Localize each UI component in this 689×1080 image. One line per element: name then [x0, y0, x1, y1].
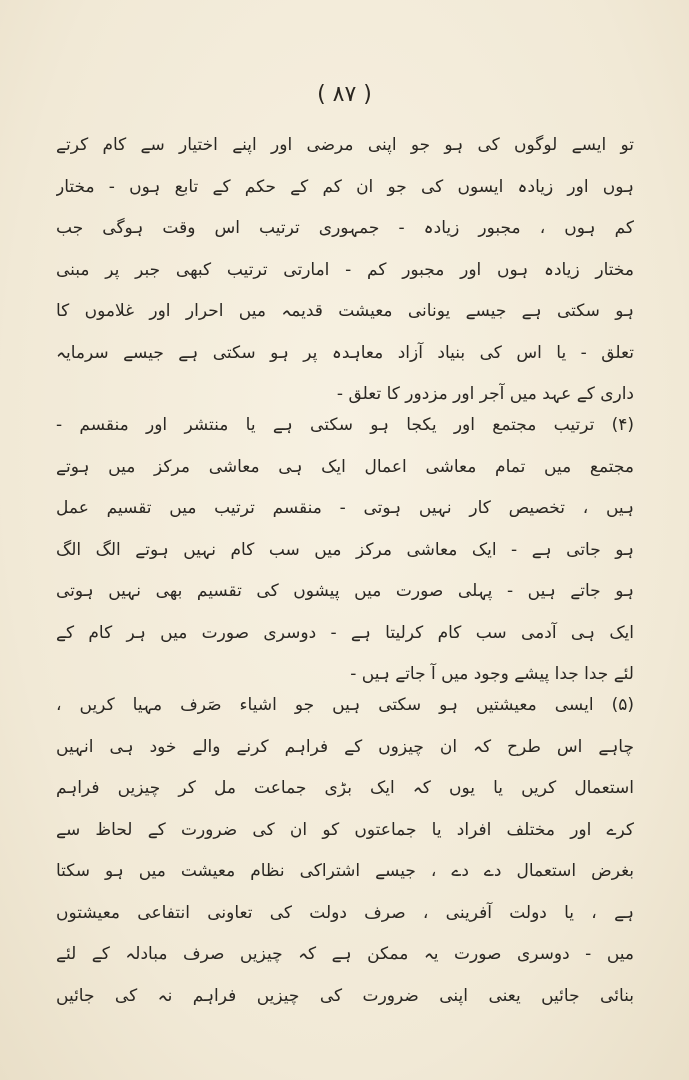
text-line: (۴) ترتیب مجتمع اور یکجا ہو سکتی ہے یا منتشر اور منقسم -	[56, 415, 634, 435]
text-line: ہو جاتے ہیں - پہلی صورت میں پیشوں کی تقسیم بھی نہیں ہوتی	[56, 581, 634, 601]
text-line: بنائی جائیں یعنی اپنی ضرورت کی چیزیں فراہم نہ کی جائیں	[56, 985, 634, 1006]
paragraph-2	[56, 405, 634, 696]
text-line: کم ہوں ، مجبور زیادہ - جمہوری ترتیب اس وقت ہوگی جب	[56, 218, 634, 238]
text-line: کرے اور مختلف افراد یا جماعتوں کو ان کی ضرورت کے لحاظ سے	[56, 819, 634, 840]
text-line: ہو سکتی ہے جیسے یونانی معیشت قدیمہ میں احرار اور غلاموں کا	[56, 301, 634, 321]
text-line: مختار زیادہ ہوں اور مجبور کم - امارتی ترتیب کبھی جبر پر مبنی	[56, 259, 634, 280]
page-number: ( ۸۷ )	[317, 82, 372, 107]
text-line: مجتمع میں تمام معاشی اعمال ایک ہی معاشی مرکز میں ہوتے	[56, 456, 634, 477]
paragraph-1	[56, 125, 634, 416]
text-line: میں - دوسری صورت یہ ممکن ہے کہ چیزیں صرف مبادلہ کے لئے	[56, 944, 634, 964]
text-line: ہو جاتی ہے - ایک معاشی مرکز میں سب کام نہیں ہوتے الگ الگ	[56, 539, 634, 560]
text-line: ہوں اور زیادہ ایسوں کی جو ان کم کے حکم کے تابع ہوں - مختار	[56, 176, 634, 197]
text-line: داری کے عہد میں آجر اور مزدور کا تعلق -	[336, 384, 634, 404]
paragraph-3	[56, 685, 634, 1017]
text-line: بغرض استعمال دے دے ، جیسے اشتراکی نظام معیشت میں ہو سکتا	[56, 861, 634, 881]
text-line: تو ایسے لوگوں کی ہو جو اپنی مرضی اور اپنے اختیار سے کام کرتے	[56, 135, 634, 155]
text-line: ہے ، یا دولت آفرینی ، صرف دولت کی تعاونی انتفاعی معیشتوں	[56, 902, 634, 923]
text-line: لئے جدا جدا پیشے وجود میں آ جاتے ہیں -	[350, 664, 634, 684]
text-line: چاہے اس طرح کہ ان چیزوں کے فراہم کرنے والے خود ہی انہیں	[56, 736, 634, 757]
text-line: ایک ہی آدمی سب کام کرلیتا ہے - دوسری صورت میں ہر کام کے	[56, 622, 634, 643]
text-line: تعلق - یا اس کی بنیاد آزاد معاہدہ پر ہو سکتی ہے جیسے سرمایہ	[56, 342, 634, 363]
text-line: ہیں ، تخصیص کار نہیں ہوتی - منقسم ترتیب میں تقسیم عمل	[56, 498, 634, 518]
text-line: (۵) ایسی معیشتیں ہو سکتی ہیں جو اشیاء صَرف مہیا کریں ،	[56, 695, 634, 715]
text-line: استعمال کریں یا یوں کہ ایک بڑی جماعت مل کر چیزیں فراہم	[56, 778, 634, 798]
